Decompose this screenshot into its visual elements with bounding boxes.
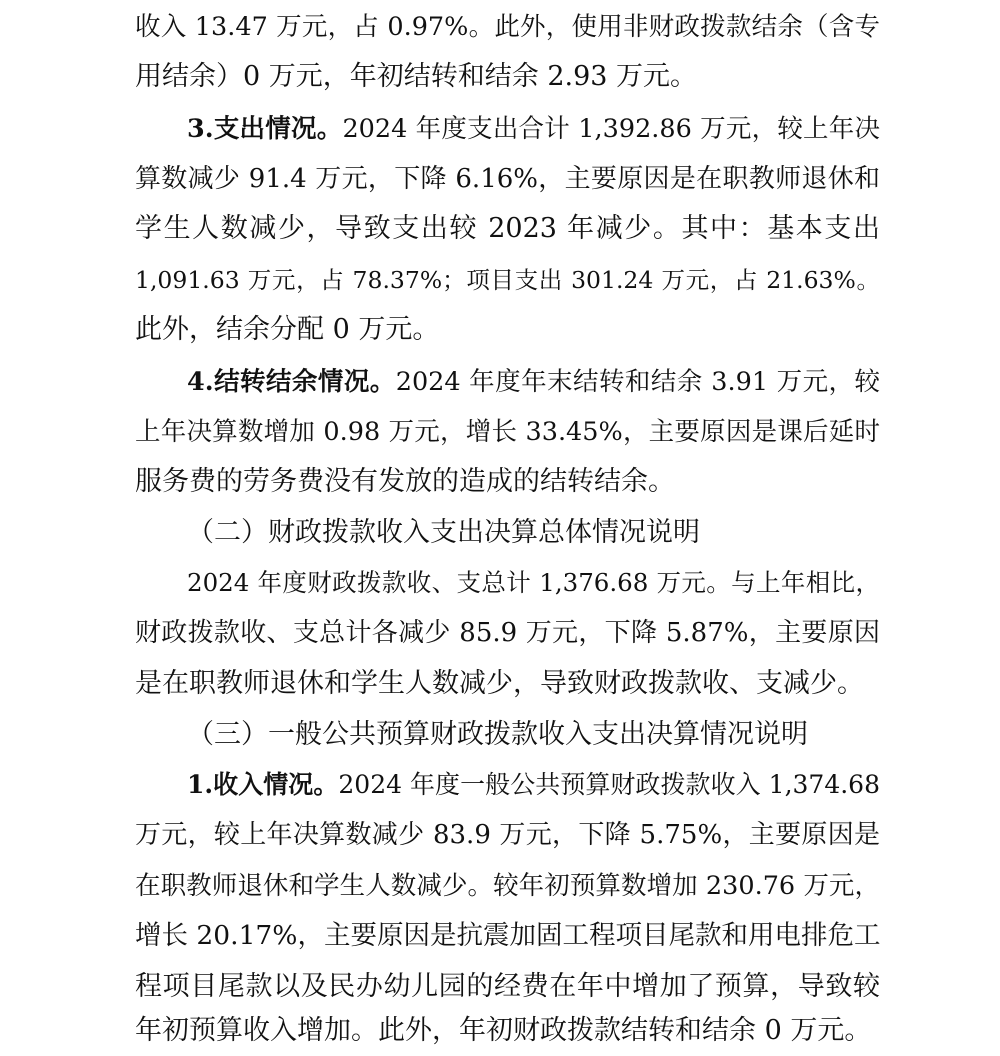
text-line (187, 760, 880, 810)
text-line: 增长 20.17%，主要原因是抗震加固工程项目尾款和用电排危工 (135, 920, 880, 951)
text-line: 此外，结余分配 0 万元。 (135, 314, 440, 345)
text-line: 服务费的劳务费没有发放的造成的结转结余。 (135, 466, 675, 497)
text-line: 收入 13.47 万元，占 0.97%。此外，使用非财政拨款结余（含专 (135, 12, 880, 42)
text-run: 2024 年度一般公共预算财政拨款收入 1,374.68 (338, 770, 880, 799)
text-line: 算数减少 91.4 万元，下降 6.16%，主要原因是在职教师退休和 (135, 164, 880, 194)
text-line: 是在职教师退休和学生人数减少，导致财政拨款收、支减少。 (135, 668, 864, 699)
text-line: 万元，较上年决算数减少 83.9 万元，下降 5.75%，主要原因是 (135, 820, 880, 850)
text-line: 财政拨款收、支总计各减少 85.9 万元，下降 5.87%，主要原因 (135, 618, 880, 648)
text-line: 在职教师退休和学生人数减少。较年初预算数增加 230.76 万元， (135, 871, 880, 901)
section-lead: 4.结转结余情况。 (187, 367, 396, 397)
section-lead: 1.收入情况。 (187, 770, 339, 799)
text-line: 2024 年度财政拨款收、支总计 1,376.68 万元。与上年相比， (187, 568, 880, 597)
text-line (187, 104, 880, 154)
text-line: 学生人数减少，导致支出较 2023 年减少。其中：基本支出 (135, 213, 880, 244)
text-run: 2024 年度支出合计 1,392.86 万元，较上年决 (342, 114, 880, 144)
text-line (187, 357, 880, 407)
text-line: 上年决算数增加 0.98 万元，增长 33.45%，主要原因是课后延时 (135, 417, 880, 447)
section-lead: 3.支出情况。 (187, 114, 343, 144)
text-run: 2024 年度年末结转和结余 3.91 万元，较 (395, 367, 880, 397)
text-line: 1,091.63 万元，占 78.37%；项目支出 301.24 万元，占 21.63%。 (135, 266, 880, 294)
section-heading: （二）财政拨款收入支出决算总体情况说明 (187, 517, 700, 548)
text-line: 程项目尾款以及民办幼儿园的经费在年中增加了预算，导致较 (135, 971, 880, 1002)
section-heading: （三）一般公共预算财政拨款收入支出决算情况说明 (187, 719, 808, 750)
text-line: 年初预算收入增加。此外，年初财政拨款结转和结余 0 万元。 (135, 1015, 872, 1046)
text-line: 用结余）0 万元，年初结转和结余 2.93 万元。 (135, 61, 698, 92)
